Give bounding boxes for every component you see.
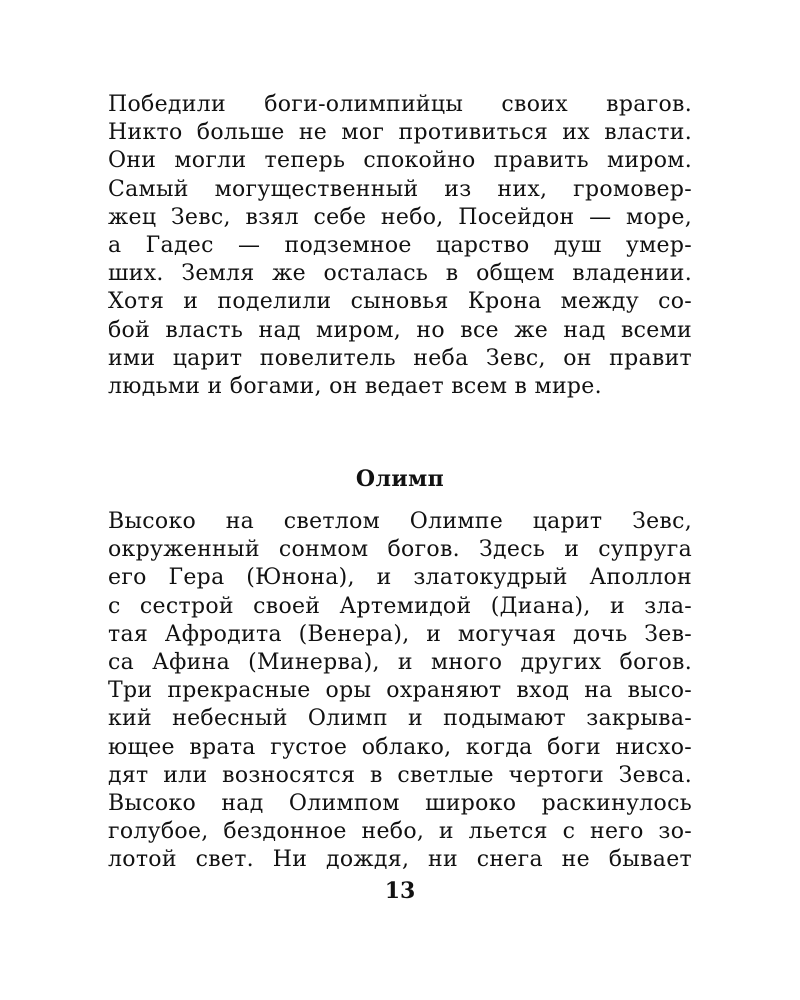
text-line: Хотя и поделили сыновья Крона между со- (108, 289, 692, 315)
text-line: са Афина (Минерва), и много других богов. (108, 650, 692, 676)
page-number: 13 (384, 878, 416, 904)
text-line: людьми и богами, он ведает всем в мире. (108, 374, 602, 400)
text-line: голубое, бездонное небо, и льется с него зо- (108, 819, 692, 845)
text-line: жец Зевс, взял себе небо, Посейдон — море, (108, 204, 692, 230)
paragraph-olympus (108, 508, 692, 875)
text-line: ющее врата густое облако, когда боги нисхо- (108, 734, 692, 760)
text-line: Никто больше не мог противиться их власти. (108, 120, 692, 146)
text-line: бой власть над миром, но все же над всеми (108, 317, 692, 343)
text-line: ими царит повелитель неба Зевс, он правит (108, 345, 692, 371)
text-line: Высоко на светлом Олимпе царит Зевс, (108, 509, 692, 534)
text-line: Победили боги-олимпийцы своих врагов. (108, 92, 692, 117)
paragraph-intro (108, 91, 692, 401)
text-line: его Гера (Юнона), и златокудрый Аполлон (108, 565, 692, 591)
text-line: кий небесный Олимп и подымают закрыва- (108, 706, 692, 732)
section-heading: Олимп (355, 466, 445, 492)
text-line: дят или возносятся в светлые чертоги Зевса. (108, 762, 692, 788)
text-line: лотой свет. Ни дождя, ни снега не бывает (108, 847, 692, 873)
text-line: Они могли теперь спокойно править миром. (108, 148, 692, 174)
text-line: а Гадес — подземное царство душ умер- (108, 233, 692, 259)
text-line: Три прекрасные оры охраняют вход на высо- (108, 678, 692, 704)
text-line: окруженный сонмом богов. Здесь и супруга (108, 537, 692, 563)
text-line: Самый могущественный из них, громовер- (108, 176, 692, 202)
text-line: с сестрой своей Артемидой (Диана), и зла- (108, 593, 692, 619)
text-line: ших. Земля же осталась в общем владении. (108, 261, 692, 287)
text-line: Высоко над Олимпом широко раскинулось (108, 791, 692, 817)
text-line: тая Афродита (Венера), и могучая дочь Зев- (108, 621, 692, 647)
